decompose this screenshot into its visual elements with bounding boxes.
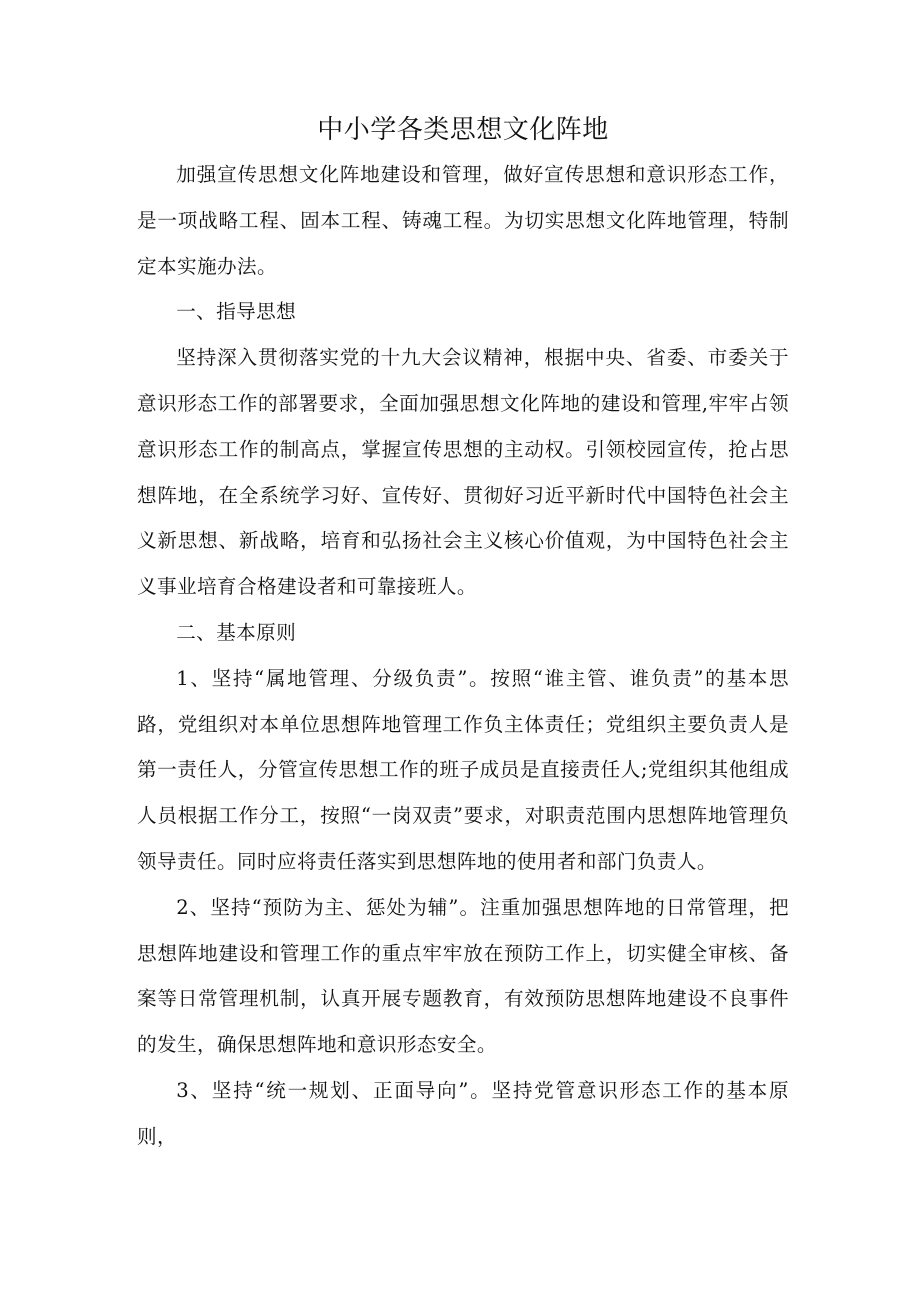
section-heading-guiding-ideology: 一、指导思想 [176, 300, 297, 324]
guiding-ideology-paragraph: 坚持深入贯彻落实党的十九大会议精神，根据中央、省委、市委关于意识形态工作的部署要求，全面加强思想文化阵地的建设和管理,牢牢占领意识形态工作的制高点，掌握宣传思想的主动权。引领校园宣传，抢占思想阵地，在全系统学习好、宣传好、贯彻好习近平新时代中国特色社会主义新思想、新战略，培育和弘扬社会主义核心价值观，为中国特色社会主义事业培育合格建设者和可靠接班人。 [137, 346, 789, 599]
principle-1-paragraph: 1、坚持“属地管理、分级负责”。按照“谁主管、谁负责”的基本思路，党组织对本单位思想阵地管理工作负主体责任；党组织主要负责人是第一责任人，分管宣传思想工作的班子成员是直接责任人;党组织其他组成人员根据工作分工，按照“一岗双责”要求，对职责范围内思想阵地管理负领导责任。同时应将责任落实到思想阵地的使用者和部门负责人。 [137, 666, 789, 873]
intro-paragraph: 加强宣传思想文化阵地建设和管理，做好宣传思想和意识形态工作，是一项战略工程、固本工程、铸魂工程。为切实思想文化阵地管理，特制定本实施办法。 [137, 163, 789, 278]
principle-3-paragraph: 3、坚持“统一规划、正面导向”。坚持党管意识形态工作的基本原则， [137, 1078, 789, 1148]
document-body [137, 108, 789, 1160]
section-heading-basic-principles: 二、基本原则 [176, 620, 297, 644]
principle-2-paragraph: 2、坚持“预防为主、惩处为辅”。注重加强思想阵地的日常管理，把思想阵地建设和管理工作的重点牢牢放在预防工作上，切实健全审核、备案等日常管理机制，认真开展专题教育，有效预防思想阵地建设不良事件的发生，确保思想阵地和意识形态安全。 [137, 895, 789, 1057]
document-title: 中小学各类思想文化阵地 [317, 115, 609, 145]
